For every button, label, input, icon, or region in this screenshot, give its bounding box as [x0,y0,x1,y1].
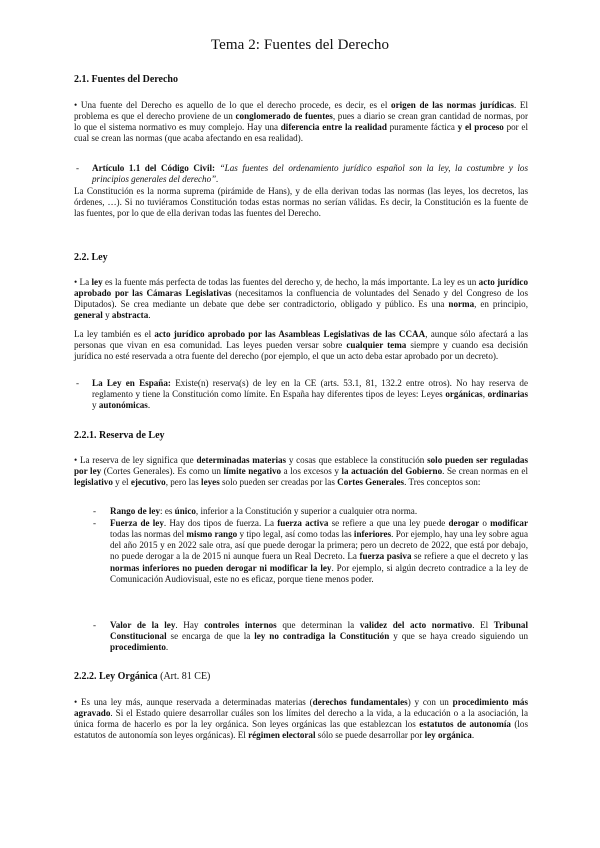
list-item-valor-ley: - Valor de la ley. Hay controles internos que determinan la validez del acto normativo. El Tribunal Constitucional se encarga de que la ley no contradiga la Constitución y que se haya creado siguiendo un procedimiento. [110,620,528,653]
paragraph-reserva-ley: • La reserva de ley significa que determinadas materias y cosas que establece la constitución solo pueden ser reguladas por ley (Cortes Generales). Es como un límite negativo a los excesos y la actuación del Gobierno. Se crean normas en el legislativo y el ejecutivo, pero las leyes solo pueden ser creadas por las Cortes Generales. Tres conceptos son: [74,455,528,488]
list-item-codigo-civil: - Artículo 1.1 del Código Civil: “Las fuentes del ordenamiento jurídico español son la ley, la costumbre y los principios generales del derecho”. [92,163,528,185]
list-item-rango-ley: - Rango de ley: es único, inferior a la Constitución y superior a cualquier otra norma. [110,506,528,517]
section-heading-ley: 2.2. Ley [74,252,108,263]
section-heading-ley-organica: 2.2.2. Ley Orgánica (Art. 81 CE) [74,671,211,682]
paragraph-fuente-definicion: • Una fuente del Derecho es aquello de lo que el derecho procede, es decir, es el origen de las normas jurídicas. El problema es que el derecho proviene de un conglomerado de fuentes, pues a diario se crean gran cantidad de normas, por lo que el sistema normativo es muy complejo. Hay una diferencia entre la realidad puramente fáctica y el proceso por el cual se crean las normas (que acaba afectando en esa realidad). [74,100,528,144]
section-heading-fuentes: 2.1. Fuentes del Derecho [74,74,178,85]
paragraph-ley-ccaa: La ley también es el acto jurídico aprobado por las Asambleas Legislativas de las CCAA, aunque sólo afectará a las personas que vivan en esa comunidad. Las leyes pueden versar sobre cualquier tema siempre y cuando esa decisión jurídica no esté reservada a otra fuente del derecho (por ejemplo, el que un acto deba estar aprobado por un decreto). [74,329,529,362]
list-item-fuerza-ley: - Fuerza de ley. Hay dos tipos de fuerza. La fuerza activa se refiere a que una ley puede derogar o modificar todas las normas del mismo rango y tipo legal, así como todas las inferiores. Por ejemplo, hay una ley sobre agua del año 2015 y en 2022 sale otra, así que puede derogar la primera; pero un decreto de 2022, que está por debajo, no puede derogar a la de 2015 ni aunque fuera un Real Decreto. La fuerza pasiva se refiere a que el decreto y las normas inferiores no pueden derogar ni modificar la ley. Por ejemplo, si algún decreto contradice a la ley de Comunicación Audiovisual, este no es eficaz, porque tiene menos poder. [110,518,528,585]
page-title: Tema 2: Fuentes del Derecho [210,37,390,53]
paragraph-ley-definicion: • La ley es la fuente más perfecta de todas las fuentes del derecho y, de hecho, la más importante. La ley es un acto jurídico aprobado por las Cámaras Legislativas (necesitamos la confluencia de voluntades del Senado y del Congreso de los Diputados). Se crea mediante un debate que debe ser contradictorio, obligado y público. Es una norma, en principio, general y abstracta. [74,277,529,321]
paragraph-ley-organica: • Es una ley más, aunque reservada a determinadas materias (derechos fundamentales) y con un procedimiento más agravado. Si el Estado quiere desarrollar cuáles son los límites del derecho a la vida, a la educación o a la asociación, la única forma de hacerlo es por la ley orgánica. Son leyes orgánicas las que establezcan los estatutos de autonomía (los estatutos de autonomía son leyes orgánicas). El régimen electoral sólo se puede desarrollar por ley orgánica. [74,697,528,741]
section-heading-reserva-ley: 2.2.1. Reserva de Ley [74,430,165,441]
list-item-ley-espana: - La Ley en España: Existe(n) reserva(s) de ley en la CE (arts. 53.1, 81, 132.2 entre otros). No hay reserva de reglamento y tiene la Constitución como límite. En España hay diferentes tipos de leyes: Leyes orgánicas, ordinarias y autonómicas. [92,378,528,411]
paragraph-constitucion: La Constitución es la norma suprema (pirámide de Hans), y de ella derivan todas las normas (las leyes, los decretos, las órdenes, …). Si no tuviéramos Constitución todas estas normas no serían válidas. Es decir, la Constitución es la fuente de las fuentes, por lo que de ella derivan todas las fuentes del Derecho. [74,186,528,219]
